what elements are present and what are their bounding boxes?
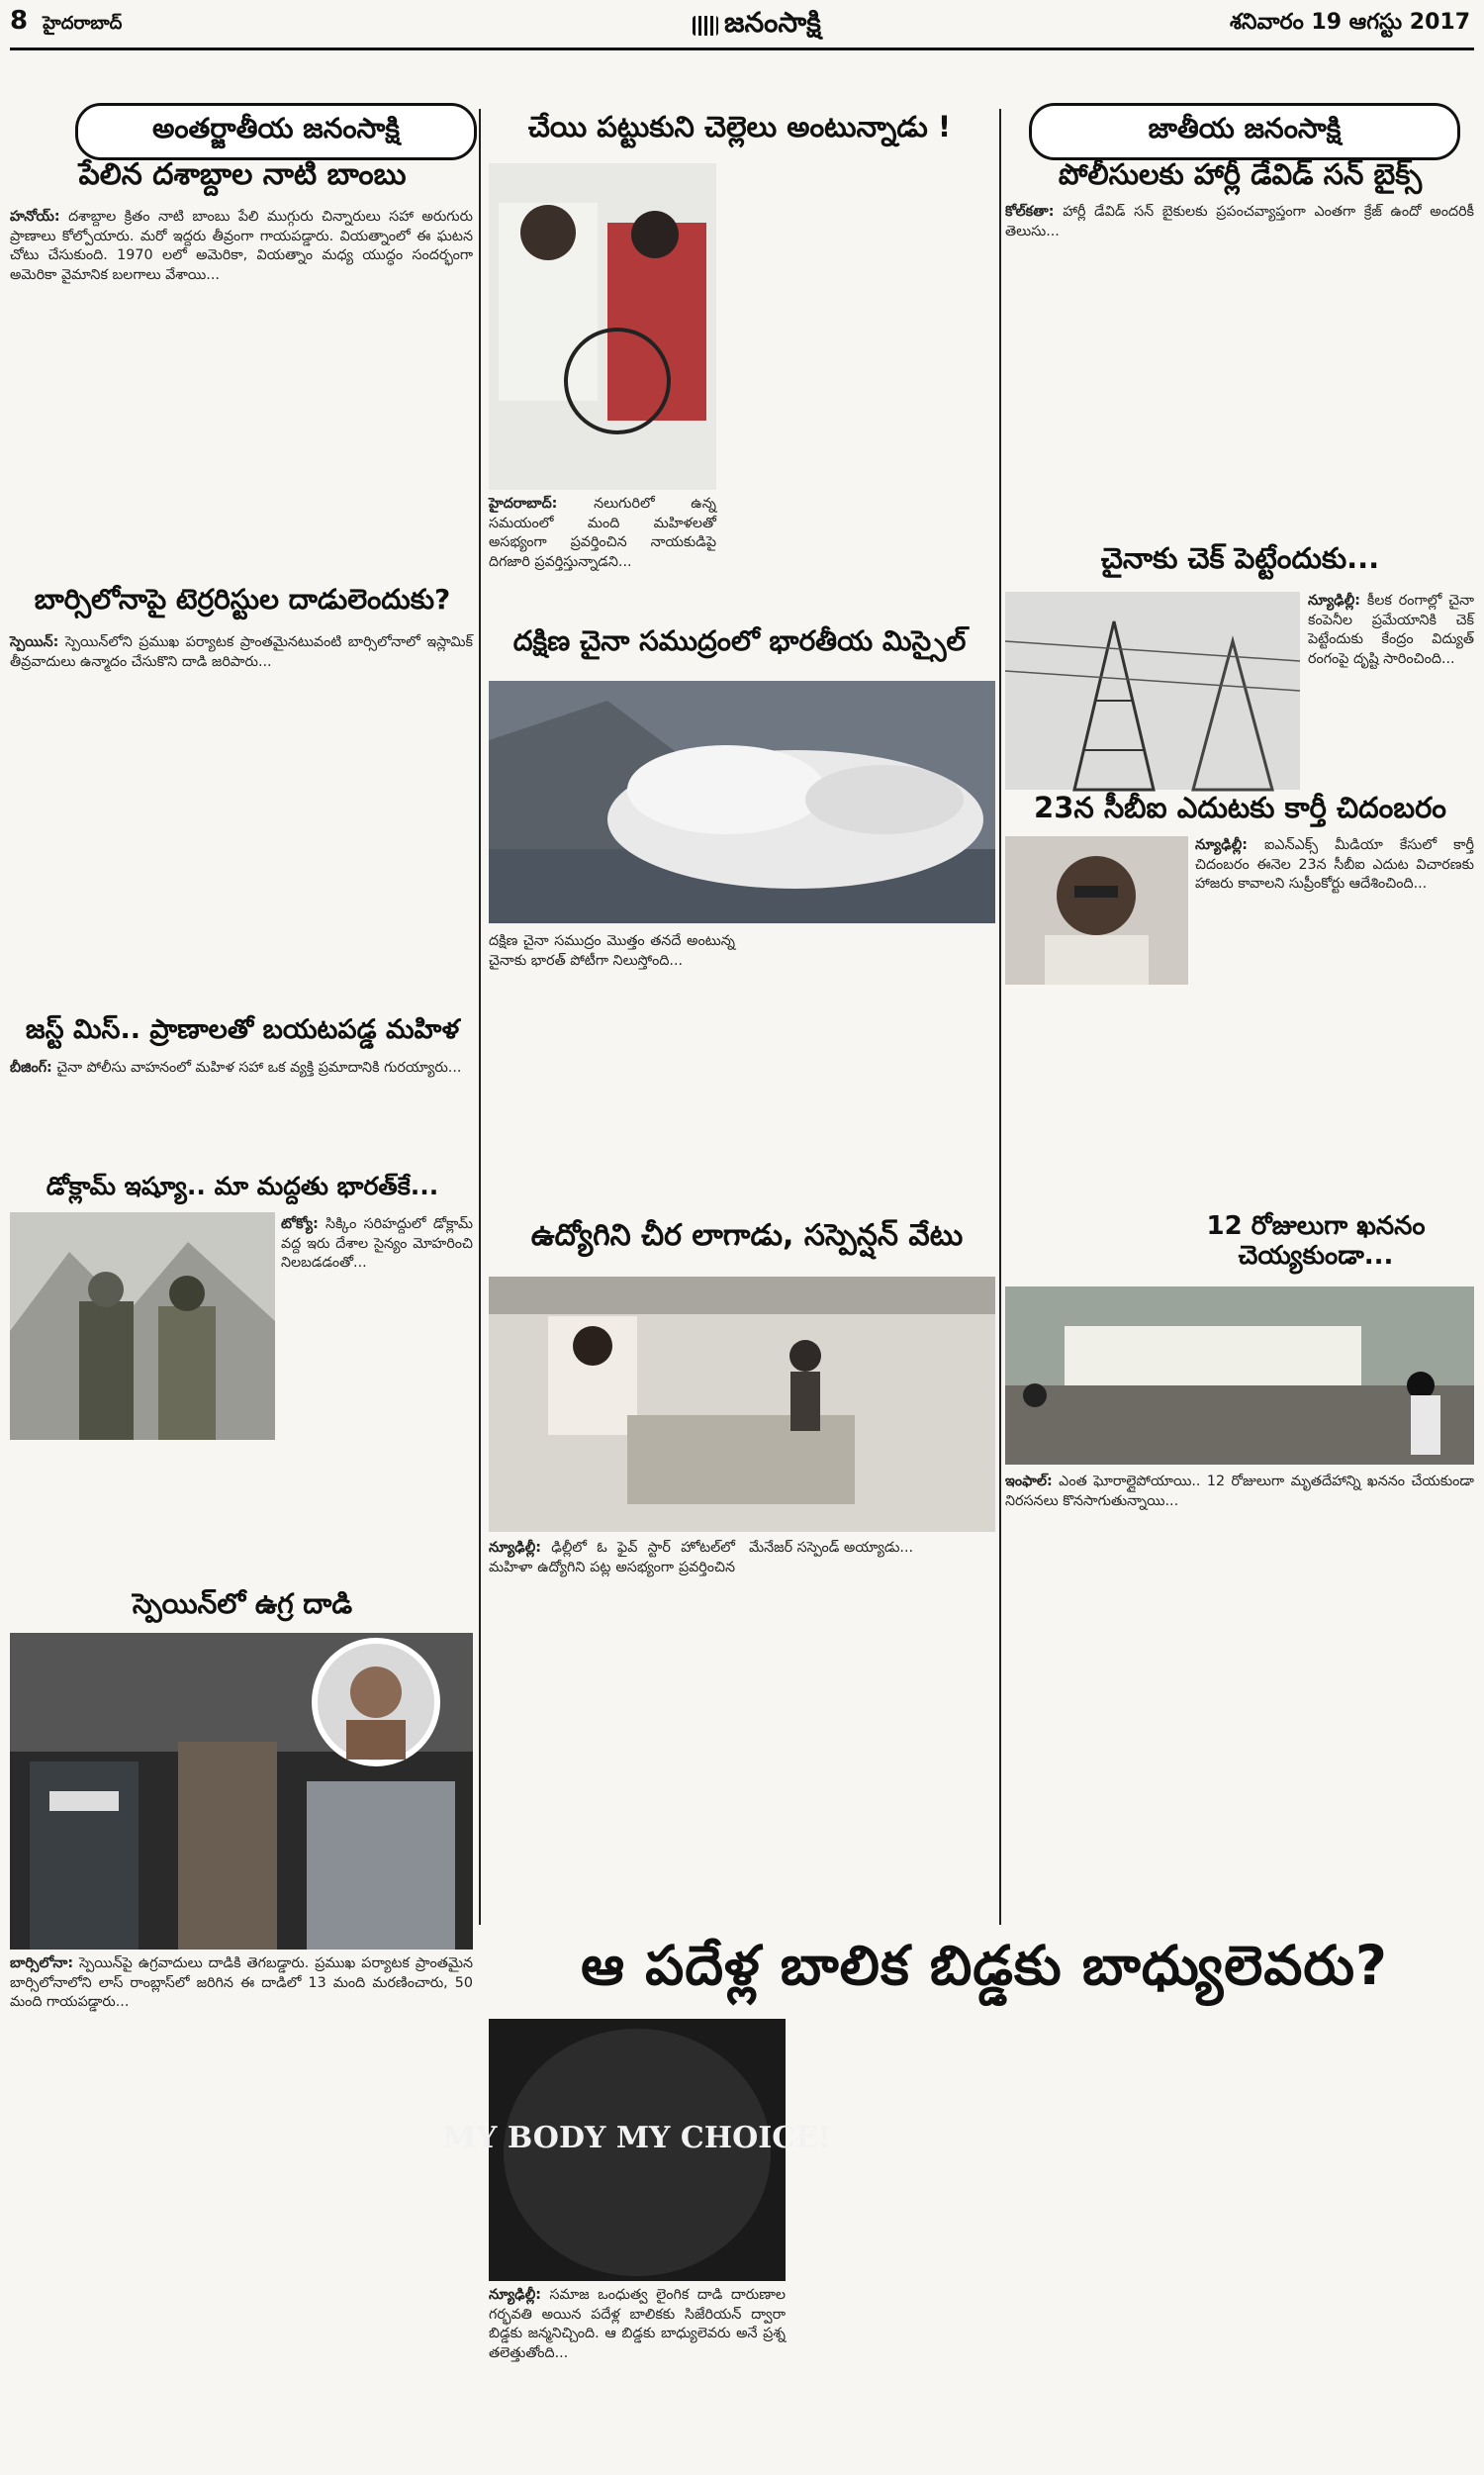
story-harley: [1005, 203, 1474, 539]
spain-attack-photo: [10, 1633, 473, 1950]
missile-photo: [489, 681, 995, 923]
story-just-miss: [10, 1059, 473, 1166]
masthead: [693, 6, 821, 46]
story-text: నలుగురిలో ఉన్న సమయంలో మంది మహిళలతో అసభ్యంగా ప్రవర్తించిన నాయకుడిపై దిగజారి ప్రవర్తిస్తున్నాడని...: [489, 496, 716, 571]
story-burial: [1005, 1473, 1474, 1908]
headline-barcelona: బార్సిలోనాపై టెర్రరిస్టుల దాడులెందుకు?: [34, 583, 451, 616]
story-missile: దక్షిణ చైనా సముద్రం మొత్తం తనదే అంటున్న చైనాకు భారత్ పోటీగా నిలుస్తోంది...: [489, 933, 735, 969]
story-text: కీలక రంగాల్లో చైనా కంపెనీల ప్రమేయానికి చెక్ పెట్టేందుకు కేంద్రం విద్యుత్ రంగంపై దృష్టి సారించింది...: [1308, 593, 1475, 668]
headline-burial: 12 రోజులుగా ఖననం చెయ్యకుండా...: [1206, 1211, 1426, 1271]
story-text: స్పెయిన్‌లోని ప్రముఖ పర్యాటక ప్రాంతమైనటువంటి బార్సిలోనాలో ఇస్లామిక్ తీవ్రవాదులు ఉన్మాదం చేసుకొని దాడి జరిపారు...: [10, 634, 474, 670]
story-text: ఎంత ఘోరాల్లైపోయాయి.. 12 రోజులుగా మృతదేహాన్ని ఖననం చేయకుండా నిరసనలు కొనసాగుతున్నాయి...: [1005, 1474, 1474, 1509]
story-spain-attack: [10, 1954, 473, 2464]
dateline: బీజింగ్:: [10, 1060, 52, 1076]
dateline: కోల్‌కతా:: [1005, 204, 1055, 220]
dateline: న్యూఢిల్లీ:: [489, 2287, 541, 2303]
story-barcelona: [10, 633, 473, 1004]
issue-date: శనివారం 19 ఆగస్టు 2017: [1229, 10, 1470, 35]
headline-china-check: చైనాకు చెక్ పెట్టేందుకు...: [1100, 541, 1380, 575]
logo-icon: [693, 16, 718, 36]
story-text: హార్లీ డేవిడ్ సన్ బైకులకు ప్రపంచవ్యాప్తంగా ఎంతగా క్రేజ్ ఉందో అందరికీ తెలుసు...: [1005, 204, 1475, 239]
dateline: ఇంఫాల్:: [1005, 1474, 1053, 1489]
page-number: 8: [10, 6, 29, 36]
header-rule: [10, 48, 1474, 50]
column-divider-left: [479, 109, 481, 1925]
headline-harley: పోలీసులకు హార్లీ డేవిడ్ సన్ బైక్స్: [1058, 157, 1423, 191]
headline-karti: 23న సీబీఐ ఎదుటకు కార్తీ చిదంబరం: [1034, 791, 1446, 824]
headline-saree: ఉద్యోగిని చీర లాగాడు, సస్పెన్షన్ వేటు: [530, 1218, 964, 1253]
column-divider-right: [999, 109, 1001, 1925]
dateline: హనోయ్:: [10, 209, 60, 225]
story-china-check: [1308, 592, 1474, 795]
burial-protest-photo: [1005, 1286, 1474, 1465]
sister-photo: [489, 163, 716, 490]
headline-missile: దక్షిణ చైనా సముద్రంలో భారతీయ మిస్సైల్: [512, 624, 967, 657]
dateline: బార్సిలోనా:: [10, 1955, 74, 1971]
dateline: స్పెయిన్:: [10, 634, 59, 650]
story-karti-cont: [1005, 990, 1474, 1197]
headline-sister: చేయి పట్టుకుని చెల్లెలు అంటున్నాడు !: [527, 110, 952, 143]
dateline: న్యూఢిల్లీ:: [1195, 837, 1248, 853]
section-international: అంతర్జాతీయ జనంసాక్షి: [75, 103, 477, 160]
dateline: న్యూఢిల్లీ:: [489, 1540, 541, 1556]
story-text: స్పెయిన్‌పై ఉగ్రవాదులు దాడికి తెగబడ్డారు. ప్రముఖ పర్యాటక ప్రాంతమైన బార్సిలోనాలోని లాస్ రాంబ్లాస్‌లో జరిగిన ఈ దాడిలో 13 మంది మరణించారు, 50 మంది గాయపడ్డారు...: [10, 1955, 473, 2011]
headline-spain-attack: స్పెయిన్‌లో ఉగ్ర దాడి: [132, 1587, 353, 1620]
headline-bomb: పేలిన దశాబ్దాల నాటి బాంబు: [78, 157, 407, 192]
story-sister-right: [724, 163, 993, 619]
placard-photo: [442, 2019, 832, 2281]
page-number-city: [10, 6, 122, 38]
story-karti: [1195, 836, 1474, 985]
story-ten-year-girl-right: [791, 2019, 1474, 2464]
story-text: ఢిల్లీలో ఓ ఫైవ్ స్టార్ హోటల్‌లో మహిళా ఉద్యోగిని పట్ల అసభ్యంగా ప్రవర్తించిన మేనేజర్ సస్పెండ్ అయ్యాడు...: [489, 1540, 914, 1575]
dateline: న్యూఢిల్లీ:: [1308, 593, 1360, 609]
story-doklam: [281, 1215, 473, 1441]
headline-just-miss: జస్ట్ మిస్.. ప్రాణాలతో బయటపడ్డ మహిళ: [25, 1014, 460, 1045]
story-text: సమాజ ఒంధుత్వ లైంగిక దాడి దారుణాల గర్భవతి అయిన పదేళ్ల బాలికకు సిజేరియన్ ద్వారా బిడ్డకు జన్మనిచ్చింది. ఆ బిడ్డకు బాధ్యులెవరు అనే ప్రశ్న తలెత్తుతోంది...: [489, 2287, 787, 2362]
dateline: టోక్యో:: [281, 1216, 319, 1232]
story-text: సిక్కిం సరిహద్దులో డోక్లామ్ వద్ద ఇరు దేశాల సైన్యం మోహరించి నిలబడడంతో...: [281, 1216, 473, 1272]
city: హైదరాబాద్: [43, 13, 123, 34]
story-bomb: [10, 208, 473, 579]
story-doklam-cont: [10, 1445, 473, 1583]
story-text: చైనా పోలీసు వాహనంలో మహిళ సహా ఒక వ్యక్తి ప్రమాదానికి గురయ్యారు...: [56, 1060, 462, 1076]
dateline: హైదరాబాద్:: [489, 496, 558, 512]
saree-cctv-photo: [489, 1277, 995, 1532]
paper-name: జనంసాక్షి: [724, 6, 821, 39]
story-ten-year-girl-left: [489, 2286, 786, 2464]
story-text: దశాబ్దాల క్రితం నాటి బాంబు పేలి ముగ్గురు చిన్నారులు సహా అరుగురు ప్రాణాలు కోల్పోయారు. మరో ఇద్దరు తీవ్రంగా గాయపడ్డారు. వియత్నాంలో ఈ ఘటన చోటు చేసుకుంది. 1970 లలో అమెరికా, వియత్నాం మధ్య యుద్ధం సందర్భంగా అమెరికా వైమానిక బలగాలు వేశాయి...: [10, 209, 473, 284]
story-text: ఐఎన్ఎక్స్ మీడియా కేసులో కార్తీ చిదంబరం ఈనెల 23న సీబీఐ ఎదుట విచారణకు హాజరు కావాలని సుప్రీంకోర్టు ఆదేశించింది...: [1195, 837, 1475, 893]
doklam-photo: [10, 1212, 275, 1440]
story-sister-left: [489, 495, 716, 619]
story-saree: [489, 1539, 995, 1905]
placard-text: MY BODY MY CHOICE!: [442, 2121, 832, 2155]
section-national: జాతీయ జనంసాక్షి: [1029, 103, 1460, 160]
headline-doklam: డోక్లామ్ ఇష్యూ.. మా మద్దతు భారత్‌కే...: [46, 1172, 439, 1200]
karti-photo: [1005, 836, 1188, 985]
headline-ten-year-girl: ఆ పదేళ్ల బాలిక బిడ్డకు బాధ్యులెవరు?: [581, 1934, 1388, 1997]
power-tower-photo: [1005, 592, 1300, 790]
